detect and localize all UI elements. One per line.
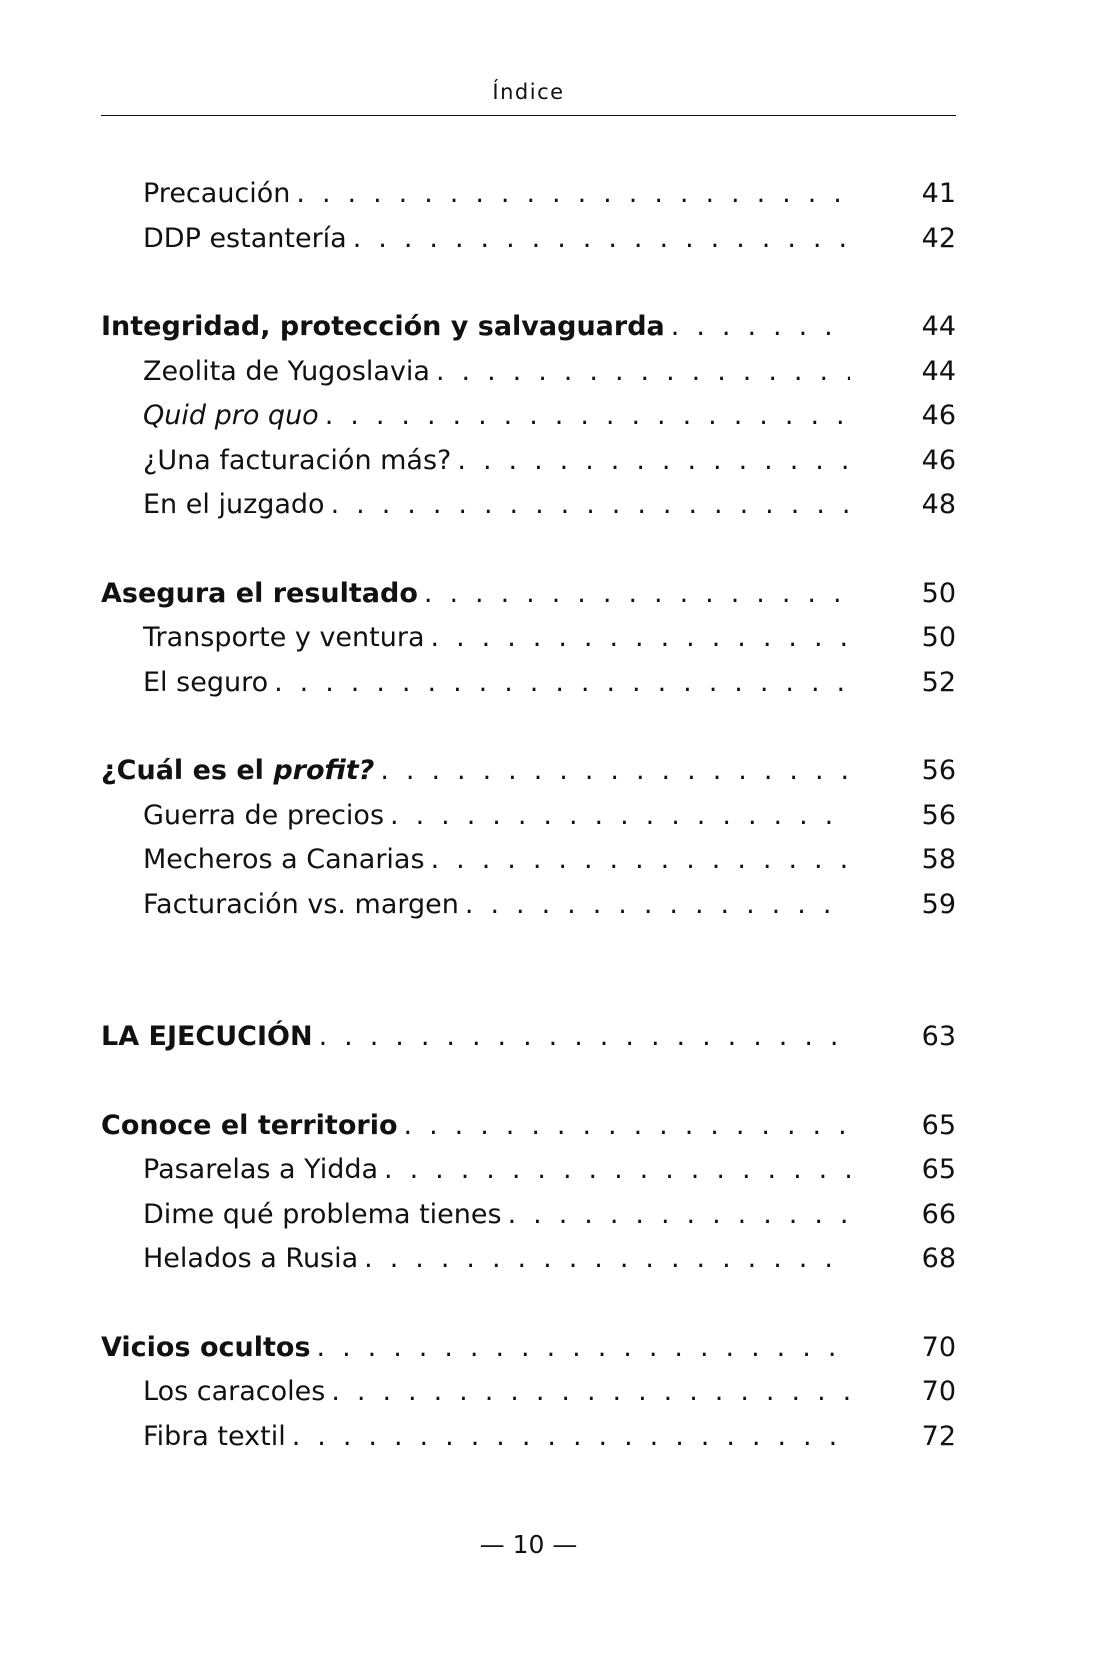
- header-rule: [101, 115, 956, 116]
- dot-leader: [317, 1326, 850, 1370]
- toc-entry-title: Helados a Rusia: [143, 1243, 359, 1274]
- dot-leader: [465, 883, 850, 927]
- toc-entry[interactable]: [101, 838, 956, 883]
- dot-leader: [331, 483, 850, 527]
- toc-section-page: 70: [921, 1331, 956, 1363]
- toc-entry-page: 70: [921, 1376, 956, 1407]
- running-header: Índice: [492, 80, 565, 104]
- toc-entry-page: 52: [921, 666, 956, 698]
- toc-entry-page: 46: [921, 400, 956, 431]
- toc-part-title: LA EJECUCIÓN: [101, 1021, 313, 1052]
- toc-section-page: 44: [921, 311, 956, 342]
- toc-entry[interactable]: [101, 1415, 956, 1460]
- toc-section-title: Integridad, protección y salvaguarda: [101, 311, 665, 342]
- toc-entry-page: 65: [921, 1154, 956, 1185]
- toc-entry-page: 41: [921, 178, 956, 209]
- toc-entry[interactable]: [101, 394, 956, 439]
- toc-entry-page: 66: [921, 1198, 956, 1230]
- toc-section-page: 56: [921, 755, 956, 786]
- toc-entry[interactable]: [101, 661, 956, 706]
- toc-entry[interactable]: [101, 616, 956, 661]
- toc-entry[interactable]: [101, 1237, 956, 1282]
- toc-entry-page: 58: [921, 844, 956, 875]
- dot-leader: [274, 661, 850, 705]
- toc-entry[interactable]: [101, 883, 956, 928]
- toc-entry-title-italic: Quid pro quo: [143, 400, 319, 431]
- toc-entry-page: 46: [921, 444, 956, 476]
- toc-section[interactable]: [101, 572, 956, 617]
- toc-entry[interactable]: [101, 172, 956, 217]
- toc-section-title-prefix: ¿Cuál es el: [101, 755, 274, 786]
- dot-leader: [457, 439, 850, 483]
- toc-section[interactable]: [101, 749, 956, 794]
- toc-entry-title: Facturación vs. margen: [143, 888, 459, 920]
- toc-entry-page: 68: [921, 1243, 956, 1274]
- toc-entry-title: Pasarelas a Yidda: [143, 1154, 379, 1185]
- toc-part-page: 63: [921, 1021, 956, 1052]
- dot-leader: [431, 838, 850, 882]
- toc-entry[interactable]: [101, 794, 956, 839]
- dot-leader: [331, 1370, 850, 1414]
- dot-leader: [436, 350, 850, 394]
- toc-section-title: Conoce el territorio: [101, 1109, 398, 1141]
- toc-entry[interactable]: [101, 217, 956, 262]
- dot-leader: [353, 217, 850, 261]
- dot-leader: [390, 794, 850, 838]
- toc-entry-title: Mecheros a Canarias: [143, 844, 425, 875]
- toc-section-page: 50: [921, 577, 956, 609]
- toc-entry-title: Los caracoles: [143, 1376, 326, 1407]
- toc-section-page: 65: [921, 1109, 956, 1141]
- toc-section-title: Asegura el resultado: [101, 577, 418, 609]
- dot-leader: [508, 1193, 850, 1237]
- toc-entry[interactable]: [101, 1193, 956, 1238]
- toc-entry-title: Precaución: [143, 178, 291, 209]
- toc-entry-title: El seguro: [143, 666, 269, 698]
- page-number: — 10 —: [479, 1530, 578, 1559]
- toc-entry-title: ¿Una facturación más?: [143, 444, 452, 476]
- toc-section-title: Vicios ocultos: [101, 1331, 311, 1363]
- toc-entry-title: Fibra textil: [143, 1420, 286, 1452]
- toc-entry-page: 42: [921, 222, 956, 254]
- toc-section-title: [101, 749, 374, 793]
- toc-section[interactable]: [101, 1104, 956, 1149]
- toc-entry[interactable]: [101, 1370, 956, 1415]
- dot-leader: [325, 394, 850, 438]
- toc-entry-title: Dime qué problema tienes: [143, 1198, 502, 1230]
- dot-leader: [404, 1104, 851, 1148]
- dot-leader: [364, 1237, 850, 1281]
- toc-entry-title: Guerra de precios: [143, 799, 385, 831]
- toc-section[interactable]: [101, 305, 956, 350]
- dot-leader: [319, 1015, 850, 1059]
- toc-section[interactable]: [101, 1326, 956, 1371]
- toc-entry[interactable]: [101, 439, 956, 484]
- toc-entry-title: [143, 394, 319, 438]
- toc-entry[interactable]: [101, 350, 956, 395]
- dot-leader: [380, 749, 850, 793]
- toc-entry-page: 44: [921, 355, 956, 387]
- dot-leader: [292, 1415, 850, 1459]
- toc-entry-title: Zeolita de Yugoslavia: [143, 355, 430, 387]
- toc-part[interactable]: [101, 1015, 956, 1060]
- toc-entry-page: 56: [921, 799, 956, 831]
- toc-entry-title: DDP estantería: [143, 222, 347, 254]
- dot-leader: [296, 172, 850, 216]
- toc-entry-page: 59: [921, 888, 956, 920]
- toc-entry-page: 72: [921, 1420, 956, 1452]
- toc-entry-page: 48: [921, 489, 956, 520]
- toc-entry-title: En el juzgado: [143, 489, 325, 520]
- toc-entry[interactable]: [101, 483, 956, 528]
- dot-leader: [431, 616, 851, 660]
- toc-entry[interactable]: [101, 1148, 956, 1193]
- toc-section-title-italic: profit?: [273, 755, 375, 786]
- dot-leader: [671, 305, 850, 349]
- toc-entry-title: Transporte y ventura: [143, 622, 425, 653]
- table-of-contents: [101, 172, 956, 1459]
- dot-leader: [424, 572, 850, 616]
- dot-leader: [384, 1148, 850, 1192]
- toc-entry-page: 50: [921, 622, 956, 653]
